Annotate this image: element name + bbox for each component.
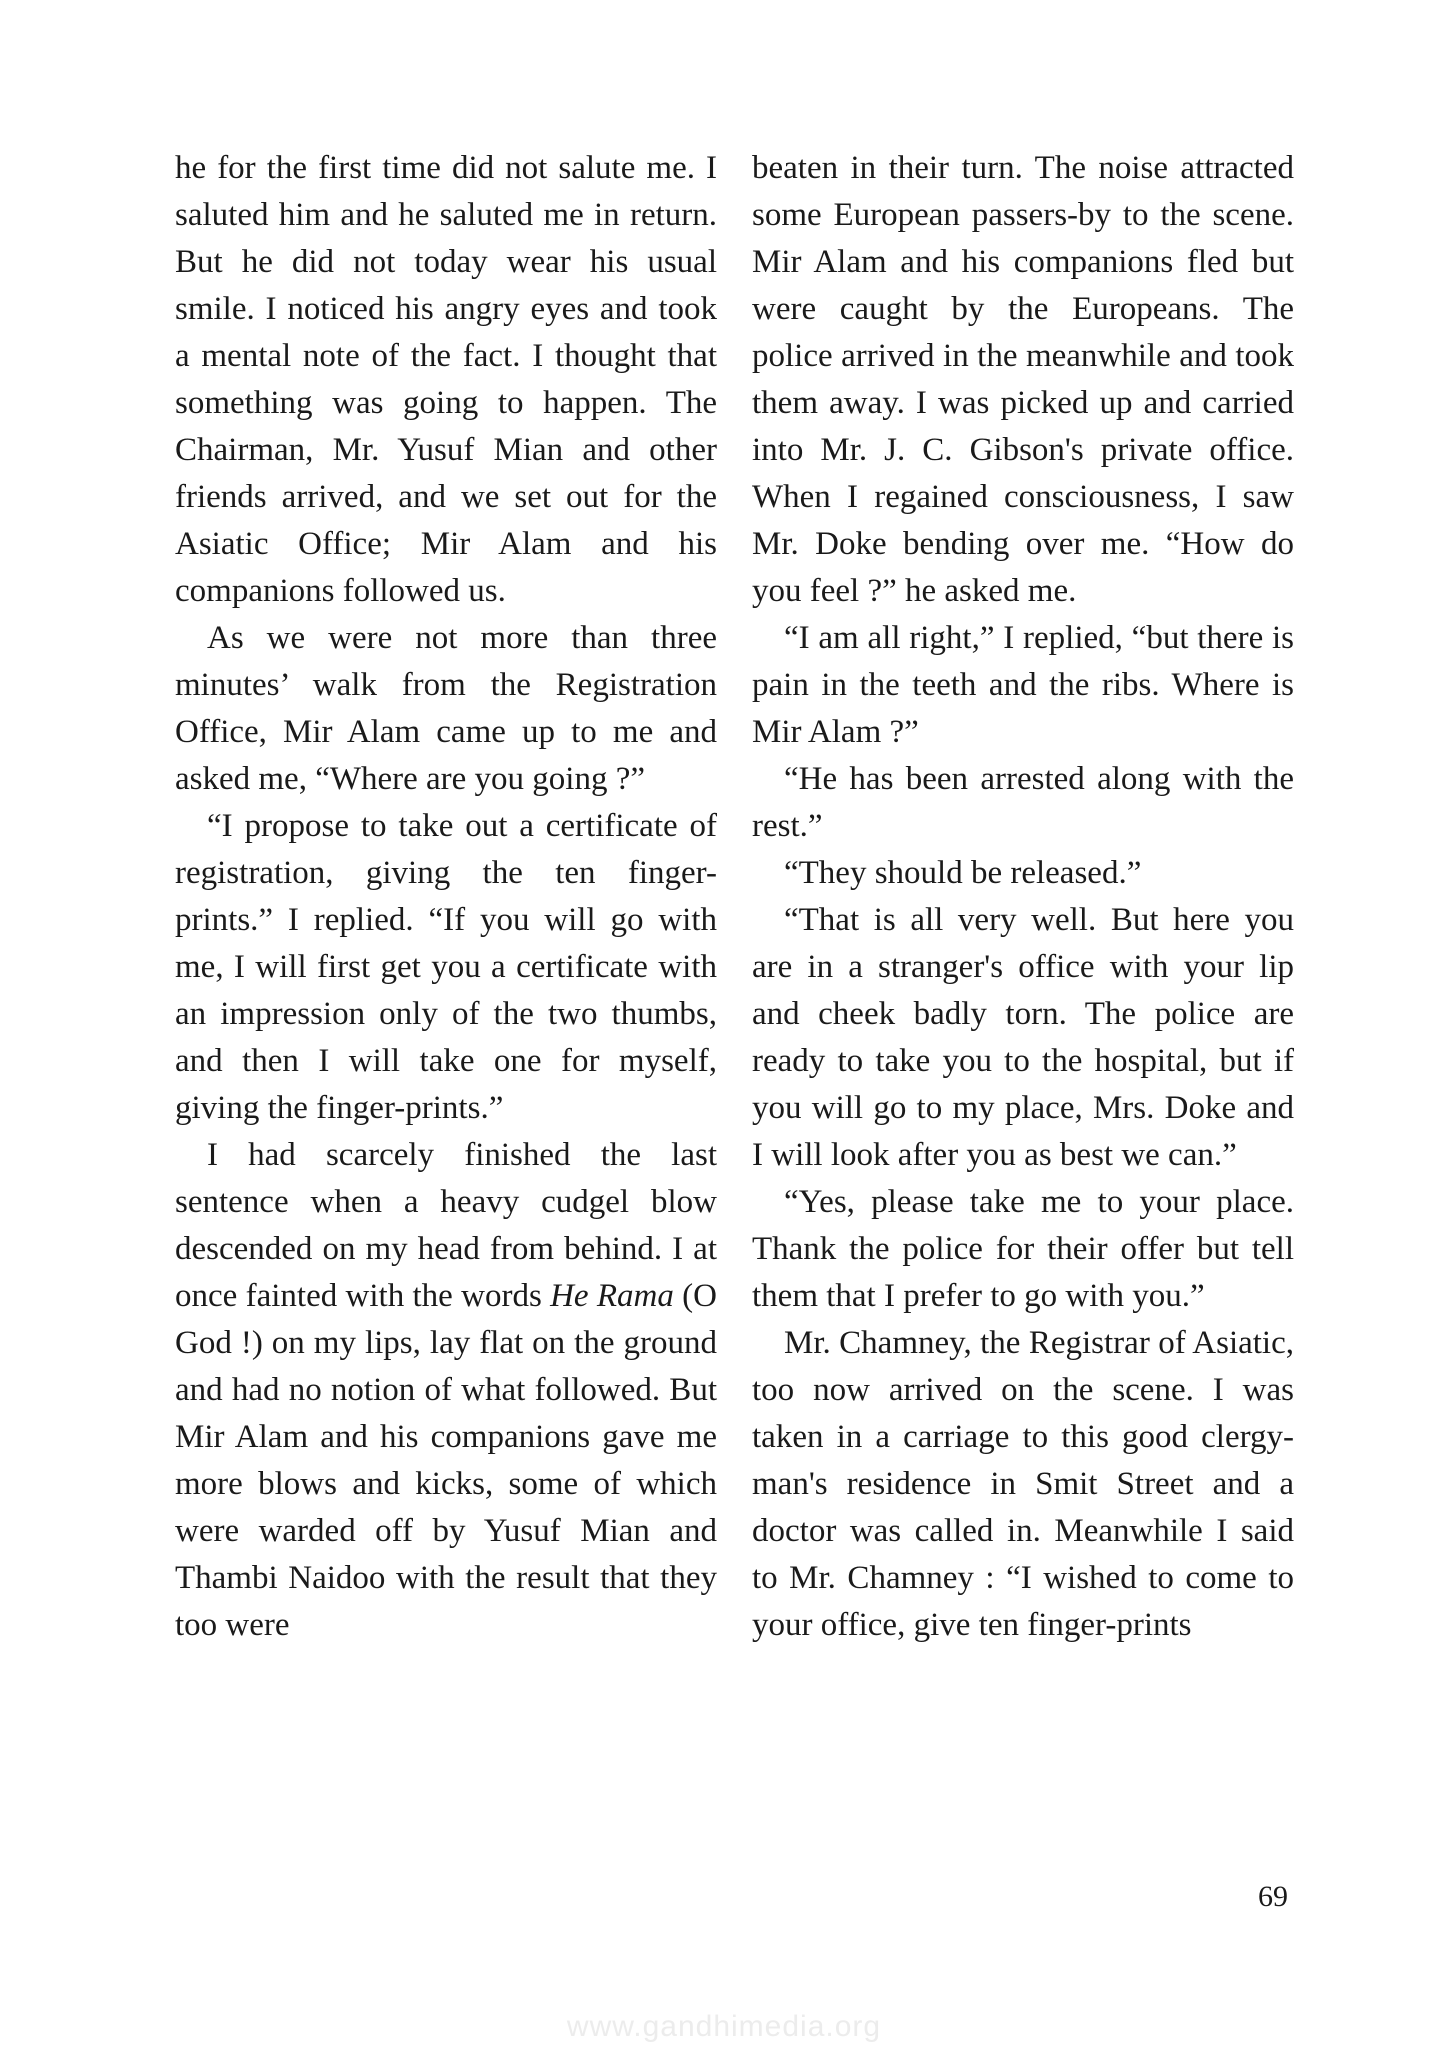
paragraph: Mr. Chamney, the Registrar of Asiatic, too now arrived on the scene. I was taken in a carriage to this good clergy-man's residence in Smit Street and a doctor was called in. Meanwhile I said to Mr. Chamney : “I wished to come to your office, give ten finger-prints [752,1325,1294,1643]
page-number: 69 [1258,1880,1288,1913]
paragraph: As we were not more than three minutes’ walk from the Registration Office, Mir Alam came up to me and asked me, “Where are you going ?” [175,620,717,797]
left-column [175,145,717,1649]
paragraph: “That is all very well. But here you are in a stranger's office with your lip and cheek badly torn. The police are ready to take you to the hospital, but if you will go to my place, Mrs. Doke and I will look after you as best we can.” [752,902,1294,1173]
paragraph: “Yes, please take me to your place. Thank the police for their offer but tell them that I prefer to go with you.” [752,1184,1294,1314]
paragraph: he for the first time did not salute me. I saluted him and he saluted me in return. But he did not today wear his usual smile. I noticed his angry eyes and took a mental note of the fact. I thought that something was going to happen. The Chairman, Mr. Yusuf Mian and other friends arrived, and we set out for the Asiatic Office; Mir Alam and his companions followed us. [175,150,717,609]
paragraph: “He has been arrested along with the rest.” [752,761,1294,844]
paragraph: “I am all right,” I replied, “but there is pain in the teeth and the ribs. Where is Mir Alam ?” [752,620,1294,750]
paragraph: “They should be released.” [784,855,1142,891]
paragraph: beaten in their turn. The noise attracted some European passers-by to the scene. Mir Alam and his companions fled but were caught by the Europeans. The police arrived in the meanwhile and took them away. I was picked up and carried into Mr. J. C. Gibson's private office. When I regained consciousness, I saw Mr. Doke bending over me. “How do you feel ?” he asked me. [752,150,1294,609]
watermark: www.gandhimedia.org [566,2010,882,2043]
text-run: (O God !) on my lips, lay flat on the ground and had no notion of what followed. But Mir Alam and his companions gave me more blows and kicks, some of which were warded off by Yusuf Mian and Thambi Naidoo with the result that they too were [175,1278,718,1643]
text-run: I had scarcely finished the last sentence when a heavy cudgel blow descended on my head from behind. I at once fainted with the words [175,1137,717,1314]
right-column [752,145,1294,1649]
paragraph: “I propose to take out a certificate of registration, giving the ten finger-prints.” I replied. “If you will go with me, I will first get you a certificate with an impression only of the two thumbs, and then I will take one for myself, giving the finger-prints.” [175,808,717,1126]
italic-phrase: He Rama [550,1278,674,1314]
paragraph [175,1132,717,1649]
